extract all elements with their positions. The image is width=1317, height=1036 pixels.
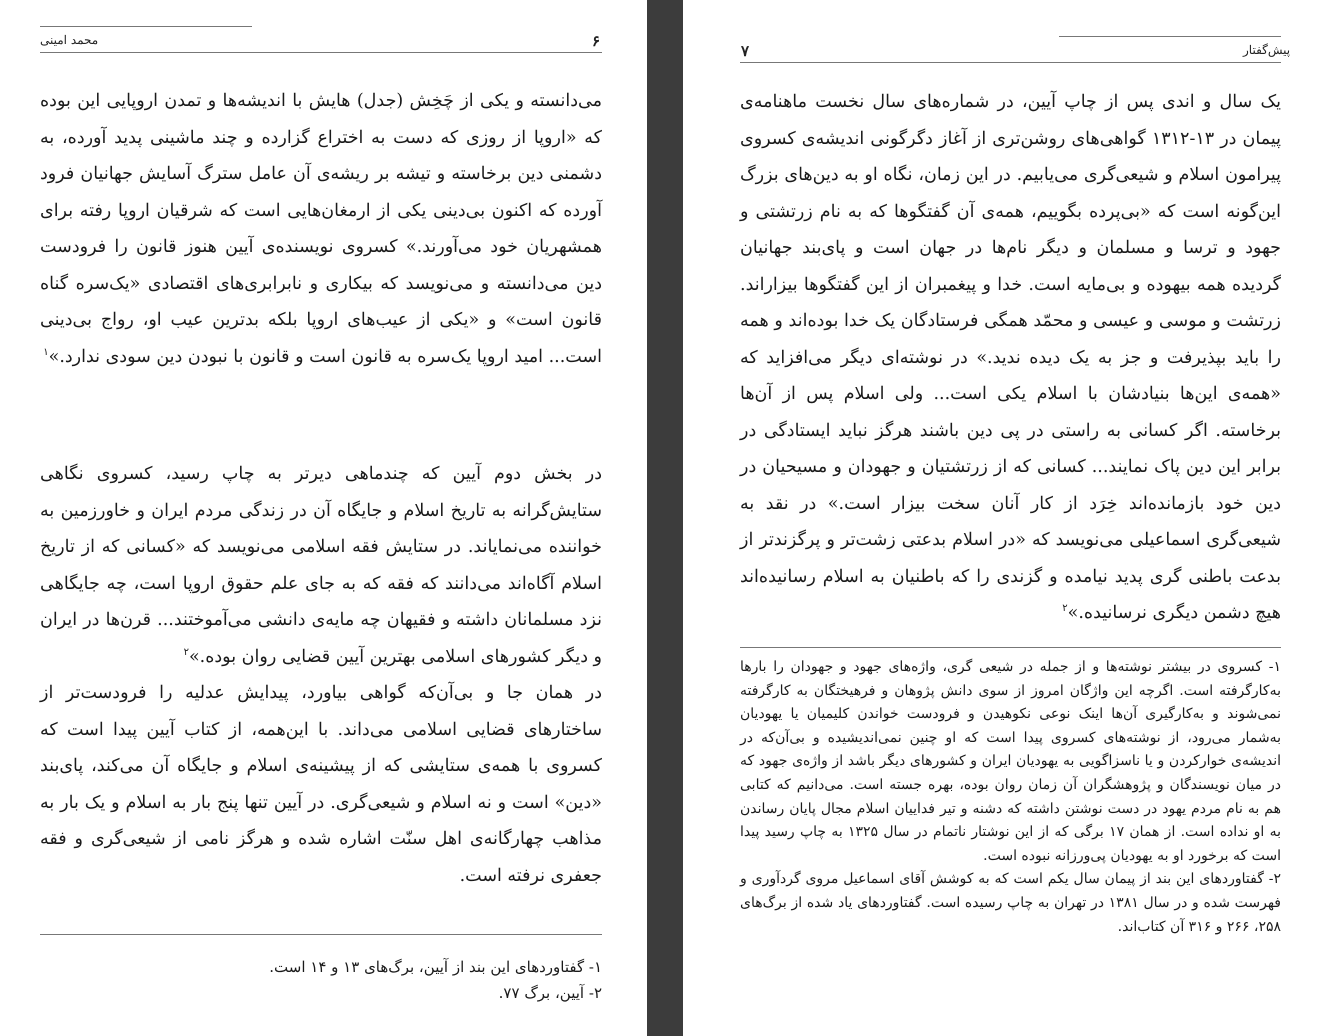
page-number: ۷: [741, 42, 750, 60]
body-paragraph: در بخش دوم آیین که چندماهی دیرتر به چاپ رسید، کسروی نگاهی ستایش‌گرانه به تاریخ اسلام و جایگاه آن در زندگی مردم ایران و خاورزمین به خواننده می‌نمایاند. در ستایش فقه اسلامی می‌نویسد که «کسانی که از تاریخ اسلام آگاه‌اند می‌دانند که فقه که به جای علم حقوق اروپا است، چه جایگاهی نزد مسلمانان داشته و فقیهان چه مایه‌ی دانشی می‌آموختند... قرن‌ها در ایران و دیگر کشورهای اسلامی بهترین آیین قضایی روان بوده.»$^۲$: [40, 464, 602, 667]
footnote-ref: ۱: [43, 346, 49, 358]
body-paragraph: در همان جا و بی‌آن‌که گواهی بیاورد، پیدایش عدلیه را فرودست‌تر از ساختارهای قضایی اسلامی می‌داند. با این‌همه، از کتاب آیین پیدا است که کسروی با همه‌ی ستایشی که از پیشینه‌ی اسلام و جایگاه آن می‌کند، پای‌بند «دین» است و نه اسلام و شیعی‌گری. در آیین تنها پنج بار به اسلام و یک بار به مذاهب چهارگانه‌ی اهل سنّت اشاره شده و هرگز نامی از شیعی‌گری و فقه جعفری نرفته است.: [40, 683, 602, 886]
footnote: ۱- گفتاوردهای این بند از آیین، برگ‌های ۱۳ و ۱۴ است.: [269, 958, 602, 976]
header-rule-short: [40, 26, 252, 27]
left-body-block-1: [40, 83, 602, 375]
footnote-rule: [740, 647, 1281, 648]
footnote-rule: [40, 934, 602, 935]
running-header-title: پیش‌گفتار: [1243, 43, 1291, 57]
right-footnotes: [740, 656, 1281, 939]
footnote: ۲- آیین، برگ ۷۷.: [498, 984, 602, 1002]
left-footnotes: [40, 954, 602, 1006]
right-page: [683, 0, 1317, 1036]
page-number: ۶: [592, 32, 601, 50]
footnote-ref: ۲: [183, 646, 189, 658]
footnote: ۱- کسروی در بیشتر نوشته‌ها و از جمله در شیعی گری، واژه‌های جهود و جهودان را بارها به‌کارگرفته است. اگرچه این واژگان امروز از سوی دانش پژوهان و فرهیختگان به کارگرفته نمی‌شوند و به‌کارگیری آن‌ها اینک نوعی نکوهیدن و فرودست خواندن کلیمیان یا یهودیان به‌شمار می‌رود، از نوشته‌های کسروی پیدا است که او چنین نمی‌اندیشیده و بی‌آن‌که در اندیشه‌ی خوارکردن و یا ناسزاگویی به یهودیان ایران و کشورهای دیگر باشد از واژه‌ی جهود که در میان نویسندگان و پژوهشگران آن زمان روان بوده، بهره جسته است. می‌دانیم که کتابی هم به نام مردم یهود در دست نوشتن داشته که دشنه و تیر فداییان اسلام مجال پایان رساندن به او نداده است. از همان ۱۷ برگی که از این نوشتار ناتمام در سال ۱۳۲۵ به چاپ رسید پیدا است که برخورد او به یهودیان پی‌ورزانه نبوده است.: [740, 659, 1281, 864]
footnote: ۲- گفتاوردهای این بند از پیمان سال یکم است که به کوشش آقای اسماعیل مروی گردآوری و فهرست شده و در سال ۱۳۸۱ در تهران به چاپ رسیده است. گفتاوردهای یاد شده از برگ‌های ۲۵۸، ۲۶۶ و ۳۱۶ آن کتاب‌اند.: [740, 871, 1281, 935]
left-page: [0, 0, 647, 1036]
footnote-ref: ۲: [1062, 603, 1068, 615]
right-body-block: [740, 84, 1281, 632]
header-rule: [40, 52, 602, 53]
body-paragraph: می‌دانسته و یکی از چَخِش (جدل) هایش با اندیشه‌ها و تمدن اروپایی این بوده که «اروپا از روزی که دست به اختراع گزارده و چند ماشینی پدید آورده، به دشمنی دین برخاسته و تیشه بر ریشه‌ی آن عامل سترگ آسایش جهانیان فرود آورده که اکنون بی‌دینی یکی از ارمغان‌هایی است که شرقیان اروپا رفته برای همشهریان خود می‌آورند.» کسروی نویسنده‌ی آیین هنوز قانون را فرودست دین می‌دانسته و می‌نویسد که بیکاری و نابرابری‌های اقتصادی «یک‌سره گناه قانون است» و «یکی از عیب‌های اروپا بلکه بدترین عیب او، رواج بی‌دینی است... امید اروپا یک‌سره به قانون است و قانون با نبودن دین سودی ندارد.»$^۱$: [40, 91, 602, 367]
header-rule: [740, 62, 1281, 63]
running-header-author: محمد امینی: [40, 33, 99, 47]
left-body-block-2: [40, 456, 602, 894]
body-paragraph: یک سال و اندی پس از چاپ آیین، در شماره‌های سال نخست ماهنامه‌ی پیمان در ۱۳-۱۳۱۲ گواهی‌های روشن‌تری از آغاز دگرگونی اندیشه‌ی کسروی پیرامون اسلام و شیعی‌گری می‌یابیم. در این زمان، نگاه او به دین‌های بزرگ این‌گونه است که «بی‌پرده بگوییم، همه‌ی آن گفتگوها که به نام زرتشتی و جهود و ترسا و مسلمان و دیگر نام‌ها در جهان است و پای‌بند جهانیان گردیده همه بیهوده و بی‌مایه است. خدا و پیغمبران از این گفتگوها بیزاراند. زرتشت و موسی و عیسی و محمّد همگی فرستادگان یک خدا بوده‌اند و همه را باید بپذیرفت و جز به یک دیده ندید.» در نوشته‌ای دیگر می‌افزاید که «همه‌ی این‌ها بنیادشان با اسلام یکی است... ولی اسلام پس از آن‌ها برخاسته. اگر کسانی به راستی در پی دین باشند هرگز نباید ایستادگی در برابر این دین پاک نمایند... کسانی که از زرتشتیان و جهودان و مسیحیان در دین خود بازمانده‌اند خِرَد از کار آنان سخت بیزار است.» در نقد به شیعی‌گری اسماعیلی می‌نویسد که «در اسلام بدعتی زشت‌تر و پرگزندتر از بدعت باطنی گری پدید نیامده و گزندی را که باطنیان به اسلام رسانیده‌اند هیچ دشمن دیگری نرسانیده.»$^۲$: [740, 92, 1281, 623]
book-gutter: [647, 0, 683, 1036]
header-rule-short: [1059, 36, 1281, 37]
